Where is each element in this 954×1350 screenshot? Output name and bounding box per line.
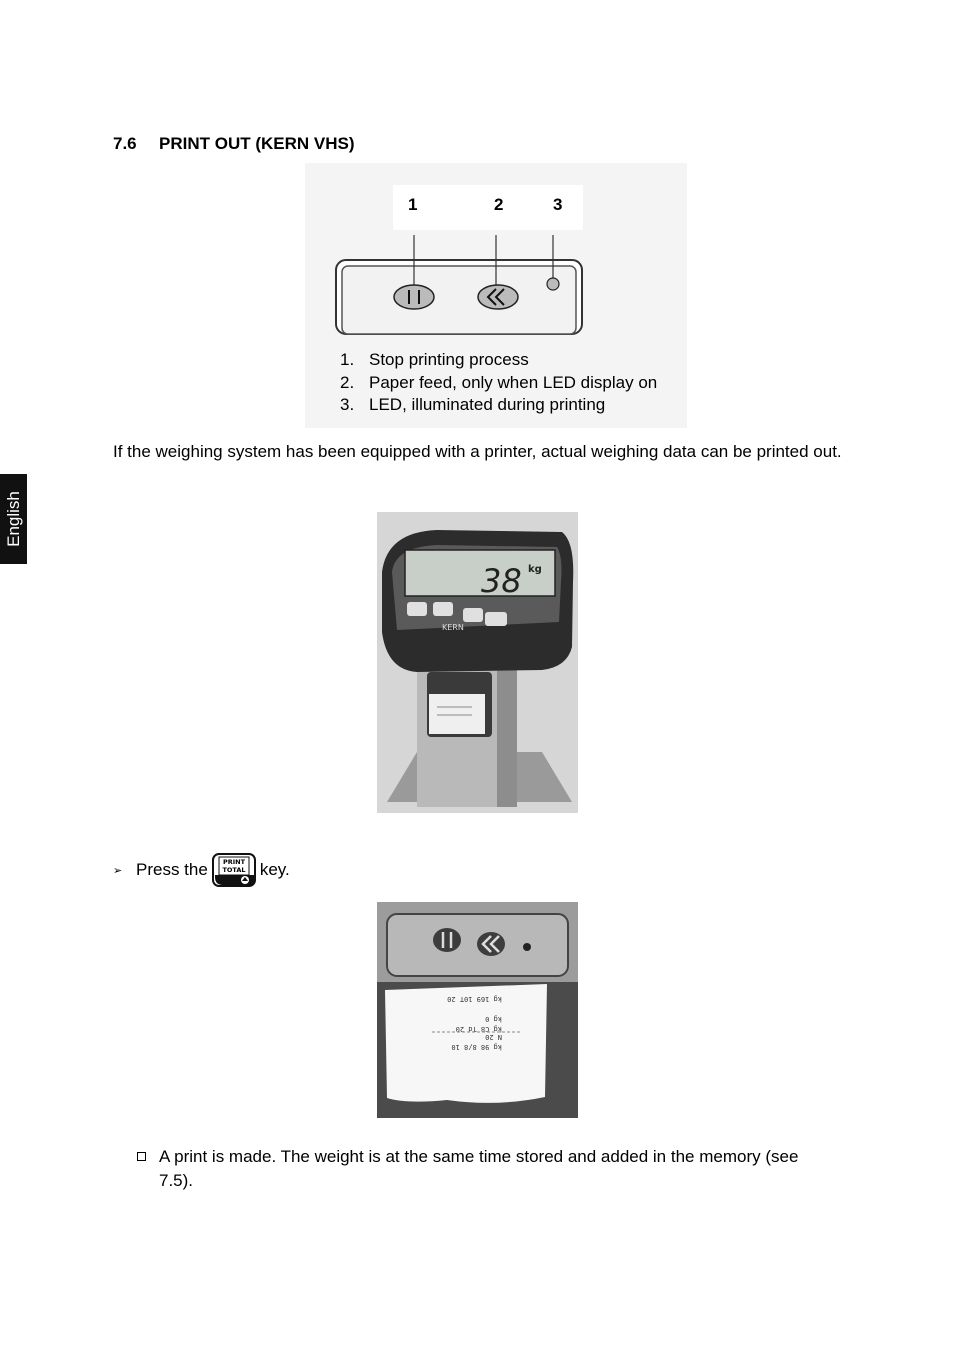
- scale-brand: KERN: [442, 623, 464, 632]
- svg-text:N 20: N 20: [485, 1033, 502, 1041]
- section-title: PRINT OUT (KERN VHS): [159, 134, 355, 153]
- scale-photo: [377, 512, 578, 813]
- result-text: A print is made. The weight is at the same time stored and added in the memory (see 7.5).: [159, 1147, 799, 1190]
- result-item: [137, 1145, 799, 1193]
- callout-3: 3: [553, 195, 563, 214]
- intro-paragraph: If the weighing system has been equipped with a printer, actual weighing data can be printed out.: [113, 442, 842, 461]
- printer-photo: [377, 902, 578, 1118]
- print-total-key-icon[interactable]: [211, 853, 257, 887]
- language-tab-label: English: [3, 491, 23, 547]
- scale-display-value: 38: [481, 562, 522, 600]
- checkbox-bullet-icon: [137, 1152, 146, 1161]
- printer-panel-drawing: [330, 230, 590, 340]
- step-arrow-icon: ➢: [113, 864, 123, 877]
- panel-legend: [340, 349, 657, 417]
- scale-display-unit: kg: [528, 564, 542, 575]
- paper-feed-button-icon: [478, 285, 518, 309]
- section-number: 7.6: [113, 134, 137, 153]
- svg-text:kg 98 8/8 10: kg 98 8/8 10: [451, 1043, 502, 1051]
- step-instruction: [113, 853, 290, 887]
- svg-text:PRINT: PRINT: [222, 858, 245, 866]
- svg-text:kg 0: kg 0: [485, 1015, 502, 1023]
- section-heading: [113, 134, 355, 154]
- svg-text:TOTAL: TOTAL: [222, 866, 246, 874]
- callout-2: 2: [494, 195, 504, 214]
- step-text-after: key.: [259, 860, 290, 879]
- step-text-before: Press the: [136, 860, 208, 879]
- legend-item: 3. LED, illuminated during printing: [340, 395, 606, 414]
- legend-item: 1. Stop printing process: [340, 350, 529, 369]
- svg-text:kg 169 10T 20: kg 169 10T 20: [447, 995, 502, 1003]
- language-tab: [0, 474, 27, 564]
- led-icon: [547, 278, 559, 290]
- svg-text:kg C8 Td 20: kg C8 Td 20: [455, 1025, 502, 1033]
- stop-button-icon: [394, 285, 434, 309]
- legend-item: 2. Paper feed, only when LED display on: [340, 372, 658, 392]
- callout-1: 1: [408, 195, 418, 214]
